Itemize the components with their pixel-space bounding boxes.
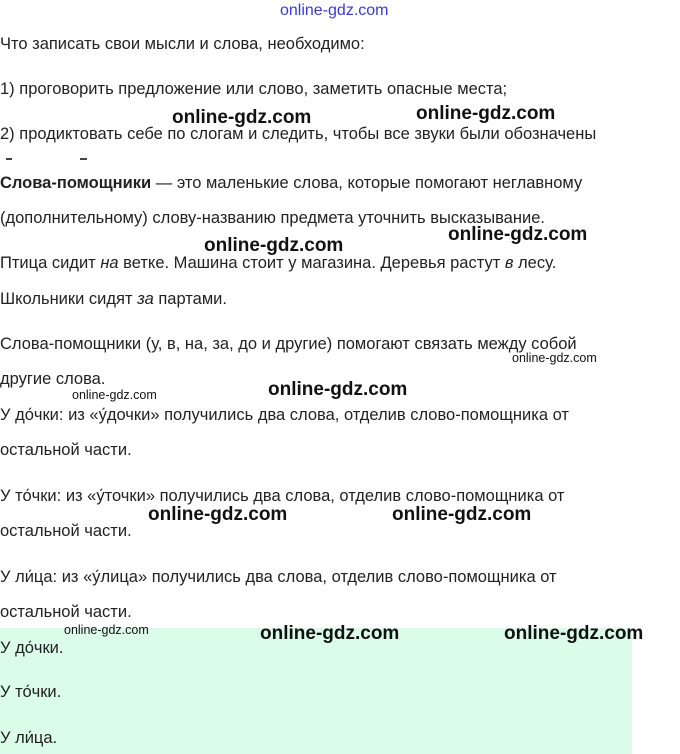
utochki-line-1: У то́чки: из «у́точки» получились два слова, отделив слово-помощника от [0,487,565,505]
example-preposition: в [504,254,514,272]
watermark: online-gdz.com [204,235,344,256]
example-line-2 [0,289,227,309]
example-text: Школьники сидят [0,290,138,308]
cropped-text-fragment [0,158,100,164]
example-text: лесу. [513,254,557,272]
utochki-line-2: остальной части. [0,522,132,540]
example-text: ветке. Машина стоит у магазина. Деревья растут [118,254,505,272]
ulitsa-line-2: остальной части. [0,603,132,621]
example-text: Птица сидит [0,254,101,272]
watermark: online-gdz.com [72,388,157,402]
answer-1: У до́чки. [0,639,64,657]
definition-line-2: (дополнительному) слову-названию предмета уточнить высказывание. [0,209,545,227]
watermark: online-gdz.com [448,224,588,245]
answer-box [0,628,632,754]
ulitsa-line-1: У ли́ца: из «у́лица» получились два слова, отделив слово-помощника от [0,568,557,586]
watermark: online-gdz.com [268,379,408,400]
helpers-line-1: Слова-помощники (у, в, на, за, до и другие) помогают связать между собой [0,335,577,353]
watermark: online-gdz.com [416,103,556,124]
example-text: партами. [153,290,227,308]
header-watermark: online-gdz.com [280,2,389,19]
watermark: online-gdz.com [504,623,644,644]
answer-3: У ли́ца. [0,729,58,747]
intro-line: Что записать свои мысли и слова, необходимо: [0,35,365,53]
watermark: online-gdz.com [64,623,149,637]
answer-2: У то́чки. [0,683,62,701]
watermark: online-gdz.com [392,504,532,525]
definition-text: — это маленькие слова, которые помогают неглавному [151,174,583,192]
definition-line [0,173,582,193]
helpers-line-2: другие слова. [0,370,106,388]
definition-term: Слова-помощники [0,174,152,192]
watermark: online-gdz.com [172,107,312,128]
step2-line: 2) продиктовать себе по слогам и следить, чтобы все звуки были обозначены [0,125,597,143]
step1-line: 1) проговорить предложение или слово, заметить опасные места; [0,80,508,98]
watermark: online-gdz.com [512,351,597,365]
example-preposition: на [100,254,119,272]
example-preposition: за [137,290,154,308]
watermark: online-gdz.com [260,623,400,644]
watermark: online-gdz.com [148,504,288,525]
udochki-line-1: У до́чки: из «у́дочки» получились два слова, отделив слово-помощника от [0,406,569,424]
udochki-line-2: остальной части. [0,441,132,459]
